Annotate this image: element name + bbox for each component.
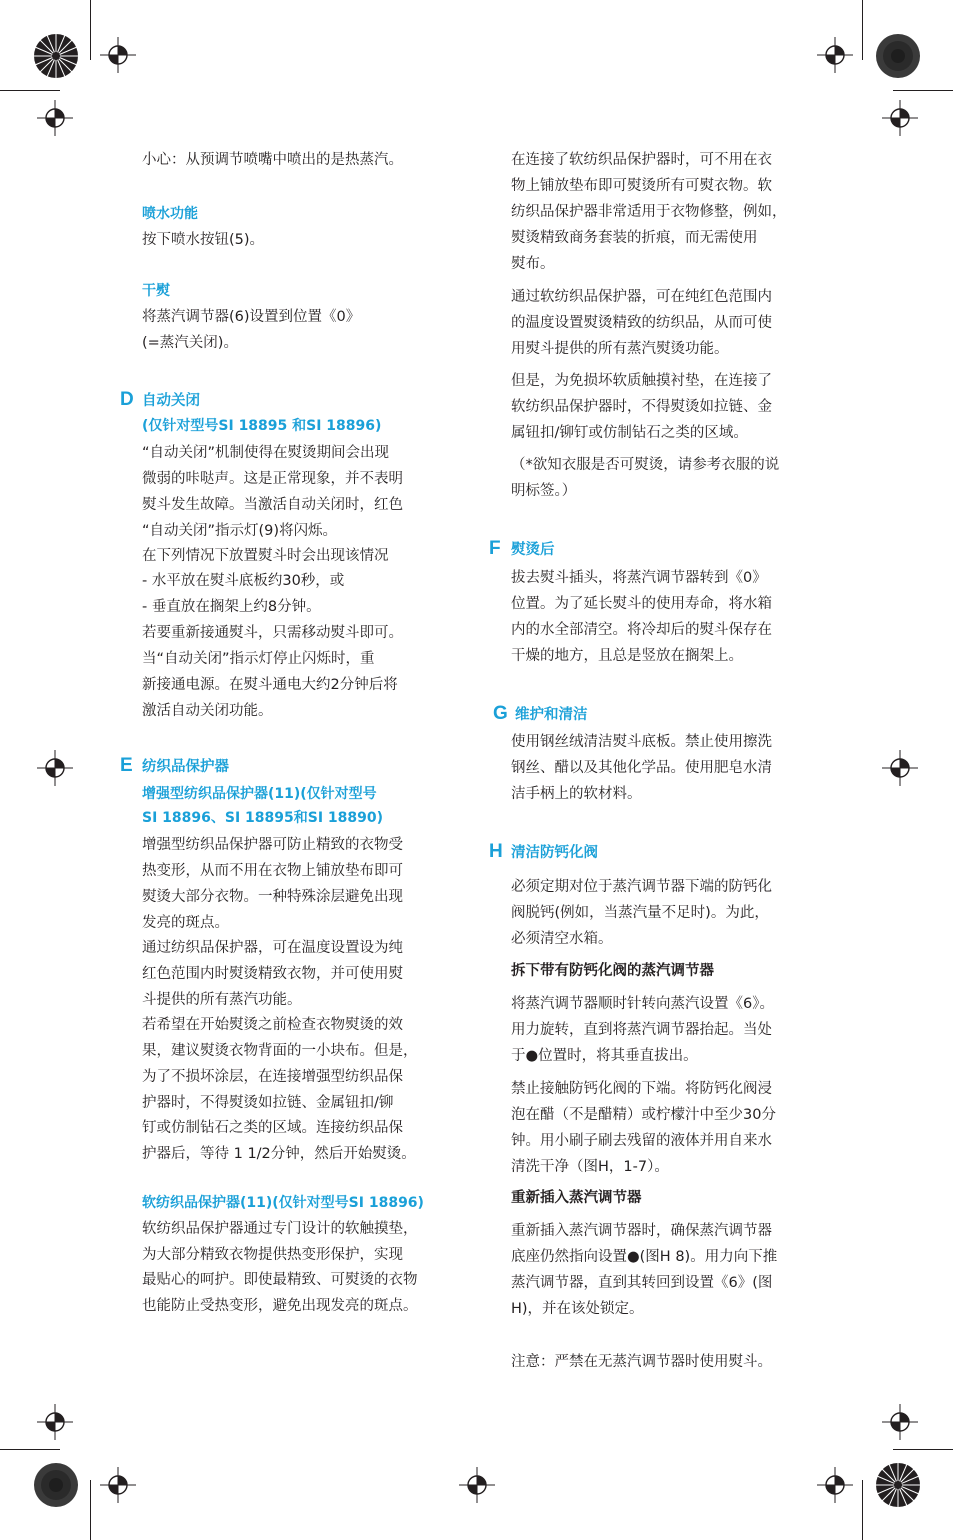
section-e-subtitle: 增强型纺织品保护器(11)(仅针对型号 <box>142 786 377 802</box>
dry-line: 将蒸汽调节器(6)设置到位置《0》 <box>142 309 361 325</box>
soak-line: 泡在醋（不是醋精）或柠檬汁中至少30分 <box>511 1107 776 1123</box>
section-e-heading <box>120 755 229 778</box>
section-e-line: 若希望在开始熨烫之前检查衣物熨烫的效 <box>142 1017 403 1033</box>
remove-regulator-line: 将蒸汽调节器顺时针转向蒸汽设置《6》。 <box>511 996 774 1012</box>
section-d-line: 若要重新接通熨斗，只需移动熨斗即可。 <box>142 625 403 641</box>
section-title: 熨烫后 <box>511 542 555 558</box>
section-d-line: 激活自动关闭功能。 <box>142 703 273 719</box>
caution-text: 小心：从预调节喷嘴中喷出的是热蒸汽。 <box>142 152 403 168</box>
section-d-line: 在下列情况下放置熨斗时会出现该情况 <box>142 548 389 564</box>
crosshair-icon <box>817 37 853 73</box>
section-g-line: 钢丝、醋以及其他化学品。使用肥皂水清 <box>511 760 772 776</box>
crosshair-icon <box>882 750 918 786</box>
section-title: 自动关闭 <box>142 393 200 409</box>
remove-regulator-line: 用力旋转，直到将蒸汽调节器抬起。当处 <box>511 1022 772 1038</box>
section-title: 清洁防钙化阀 <box>511 845 598 861</box>
registration-disc-icon <box>33 1462 79 1508</box>
section-f-heading <box>489 538 555 561</box>
section-f-line: 位置。为了延长熨斗的使用寿命，将水箱 <box>511 596 772 612</box>
reinsert-regulator-line: 重新插入蒸汽调节器时，确保蒸汽调节器 <box>511 1223 772 1239</box>
section-e-line: 护器后，等待 1 1/2分钟，然后开始熨烫。 <box>142 1146 416 1162</box>
reinsert-regulator-title: 重新插入蒸汽调节器 <box>511 1190 642 1206</box>
section-d-line: 微弱的咔哒声。这是正常现象，并不表明 <box>142 471 403 487</box>
crosshair-icon <box>37 100 73 136</box>
crop-line <box>893 1449 953 1450</box>
crosshair-icon <box>100 1467 136 1503</box>
registration-disc-icon <box>875 33 921 79</box>
section-title: 纺织品保护器 <box>142 759 229 775</box>
spray-text: 按下喷水按钮(5)。 <box>142 232 265 248</box>
section-e-line: 热变形，从而不用在衣物上铺放垫布即可 <box>142 863 403 879</box>
section-h-heading <box>489 841 598 864</box>
paragraph-line: 软纺织品保护器时，不得熨烫如拉链、金 <box>511 399 772 415</box>
soak-line: 禁止接触防钙化阀的下端。将防钙化阀浸 <box>511 1081 772 1097</box>
section-f-line: 干燥的地方，且总是竖放在搁架上。 <box>511 648 743 664</box>
crosshair-icon <box>882 1404 918 1440</box>
crosshair-icon <box>459 1467 495 1503</box>
crosshair-icon <box>100 37 136 73</box>
section-e-subtitle: SI 18896、SI 18895和SI 18890) <box>142 810 384 826</box>
section-g-heading <box>493 703 588 726</box>
section-d-line: 新接通电源。在熨斗通电大约2分钟后将 <box>142 677 398 693</box>
dry-title: 干熨 <box>142 283 170 299</box>
paragraph-line: 的温度设置熨烫精致的纺织品，从而可使 <box>511 315 772 331</box>
crosshair-icon <box>817 1467 853 1503</box>
paragraph-line: 在连接了软纺织品保护器时，可不用在衣 <box>511 152 772 168</box>
section-e-line: 护器时，不得熨烫如拉链、金属钮扣/铆 <box>142 1095 394 1111</box>
remove-regulator-title: 拆下带有防钙化阀的蒸汽调节器 <box>511 963 714 979</box>
section-e-line: 熨烫大部分衣物。一种特殊涂层避免出现 <box>142 889 403 905</box>
paragraph-line: 属钮扣/铆钉或仿制钻石之类的区域。 <box>511 425 748 441</box>
section-letter: D <box>120 389 134 410</box>
soft-protector-title: 软纺织品保护器(11)(仅针对型号SI 18896) <box>142 1195 424 1211</box>
reinsert-regulator-line: 底座仍然指向设置●(图H 8)。用力向下推 <box>511 1249 778 1265</box>
warning-note: 注意：严禁在无蒸汽调节器时使用熨斗。 <box>511 1354 772 1370</box>
paragraph-line: 熨烫精致商务套装的折痕，而无需使用 <box>511 230 758 246</box>
section-e-line: 红色范围内时熨烫精致衣物，并可使用熨 <box>142 966 403 982</box>
crop-line <box>0 1449 60 1450</box>
section-h-line: 必须定期对位于蒸汽调节器下端的防钙化 <box>511 879 772 895</box>
paragraph-line: 物上铺放垫布即可熨烫所有可熨衣物。软 <box>511 178 772 194</box>
section-d-subtitle: (仅针对型号SI 18895 和SI 18896) <box>142 418 382 434</box>
crop-line <box>862 0 863 60</box>
section-g-line: 洁手柄上的软材料。 <box>511 786 642 802</box>
section-d-line: “自动关闭”机制使得在熨烫期间会出现 <box>142 445 390 461</box>
section-title: 维护和清洁 <box>515 707 588 723</box>
section-d-line: “自动关闭”指示灯(9)将闪烁。 <box>142 523 338 539</box>
paragraph-line: 纺织品保护器非常适用于衣物修整，例如， <box>511 204 787 220</box>
paragraph-line: 但是，为免损坏软质触摸衬垫，在连接了 <box>511 373 772 389</box>
crosshair-icon <box>882 100 918 136</box>
registration-starburst-icon <box>875 1462 921 1508</box>
section-e-line: 果，建议熨烫衣物背面的一小块布。但是， <box>142 1043 418 1059</box>
section-h-line: 阀脱钙(例如，当蒸汽量不足时)。为此， <box>511 905 769 921</box>
soft-protector-line: 也能防止受热变形，避免出现发亮的斑点。 <box>142 1298 418 1314</box>
soft-protector-line: 软纺织品保护器通过专门设计的软触摸垫， <box>142 1221 418 1237</box>
section-f-line: 内的水全部清空。将冷却后的熨斗保存在 <box>511 622 772 638</box>
crop-line <box>90 0 91 60</box>
section-f-line: 拔去熨斗插头，将蒸汽调节器转到《0》 <box>511 570 767 586</box>
paragraph-line: 熨布。 <box>511 256 555 272</box>
section-d-line: 熨斗发生故障。当激活自动关闭时，红色 <box>142 497 403 513</box>
section-e-line: 为了不损坏涂层，在连接增强型纺织品保 <box>142 1069 403 1085</box>
section-e-line: 通过纺织品保护器，可在温度设置设为纯 <box>142 940 403 956</box>
soft-protector-line: 为大部分精致衣物提供热变形保护，实现 <box>142 1247 403 1263</box>
section-letter: E <box>120 755 133 776</box>
section-e-line: 斗提供的所有蒸汽功能。 <box>142 992 302 1008</box>
spray-title: 喷水功能 <box>142 206 198 222</box>
section-d-line: - 垂直放在搁架上约8分钟。 <box>142 599 321 615</box>
paragraph-line: 通过软纺织品保护器，可在纯红色范围内 <box>511 289 772 305</box>
reinsert-regulator-line: H)，并在该处锁定。 <box>511 1301 644 1317</box>
section-d-heading <box>120 389 200 412</box>
crosshair-icon <box>37 750 73 786</box>
section-letter: H <box>489 841 503 862</box>
section-d-line: - 水平放在熨斗底板约30秒，或 <box>142 573 345 589</box>
soak-line: 清洗干净（图H，1-7）。 <box>511 1159 669 1175</box>
section-e-line: 增强型纺织品保护器可防止精致的衣物受 <box>142 837 403 853</box>
footnote-line: 明标签。） <box>511 483 577 499</box>
paragraph-line: 用熨斗提供的所有蒸汽熨烫功能。 <box>511 341 729 357</box>
dry-line: (=蒸汽关闭)。 <box>142 335 238 351</box>
crop-line <box>893 90 953 91</box>
registration-starburst-icon <box>33 33 79 79</box>
section-letter: G <box>493 703 508 724</box>
crop-line <box>90 1480 91 1540</box>
crosshair-icon <box>37 1404 73 1440</box>
section-g-line: 使用钢丝绒清洁熨斗底板。禁止使用擦洗 <box>511 734 772 750</box>
section-e-line: 发亮的斑点。 <box>142 915 229 931</box>
crop-line <box>862 1480 863 1540</box>
section-d-line: 当“自动关闭”指示灯停止闪烁时，重 <box>142 651 375 667</box>
section-h-line: 必须清空水箱。 <box>511 931 613 947</box>
crop-line <box>0 90 60 91</box>
soft-protector-line: 最贴心的呵护。即使最精致、可熨烫的衣物 <box>142 1272 418 1288</box>
footnote-line: （*欲知衣服是否可熨烫，请参考衣服的说 <box>511 457 780 473</box>
reinsert-regulator-line: 蒸汽调节器，直到其转回到设置《6》(图 <box>511 1275 773 1291</box>
section-e-line: 钉或仿制钻石之类的区域。连接纺织品保 <box>142 1120 403 1136</box>
soak-line: 钟。用小刷子刷去残留的液体并用自来水 <box>511 1133 772 1149</box>
section-letter: F <box>489 538 501 559</box>
remove-regulator-line: 于●位置时，将其垂直拔出。 <box>511 1048 698 1064</box>
